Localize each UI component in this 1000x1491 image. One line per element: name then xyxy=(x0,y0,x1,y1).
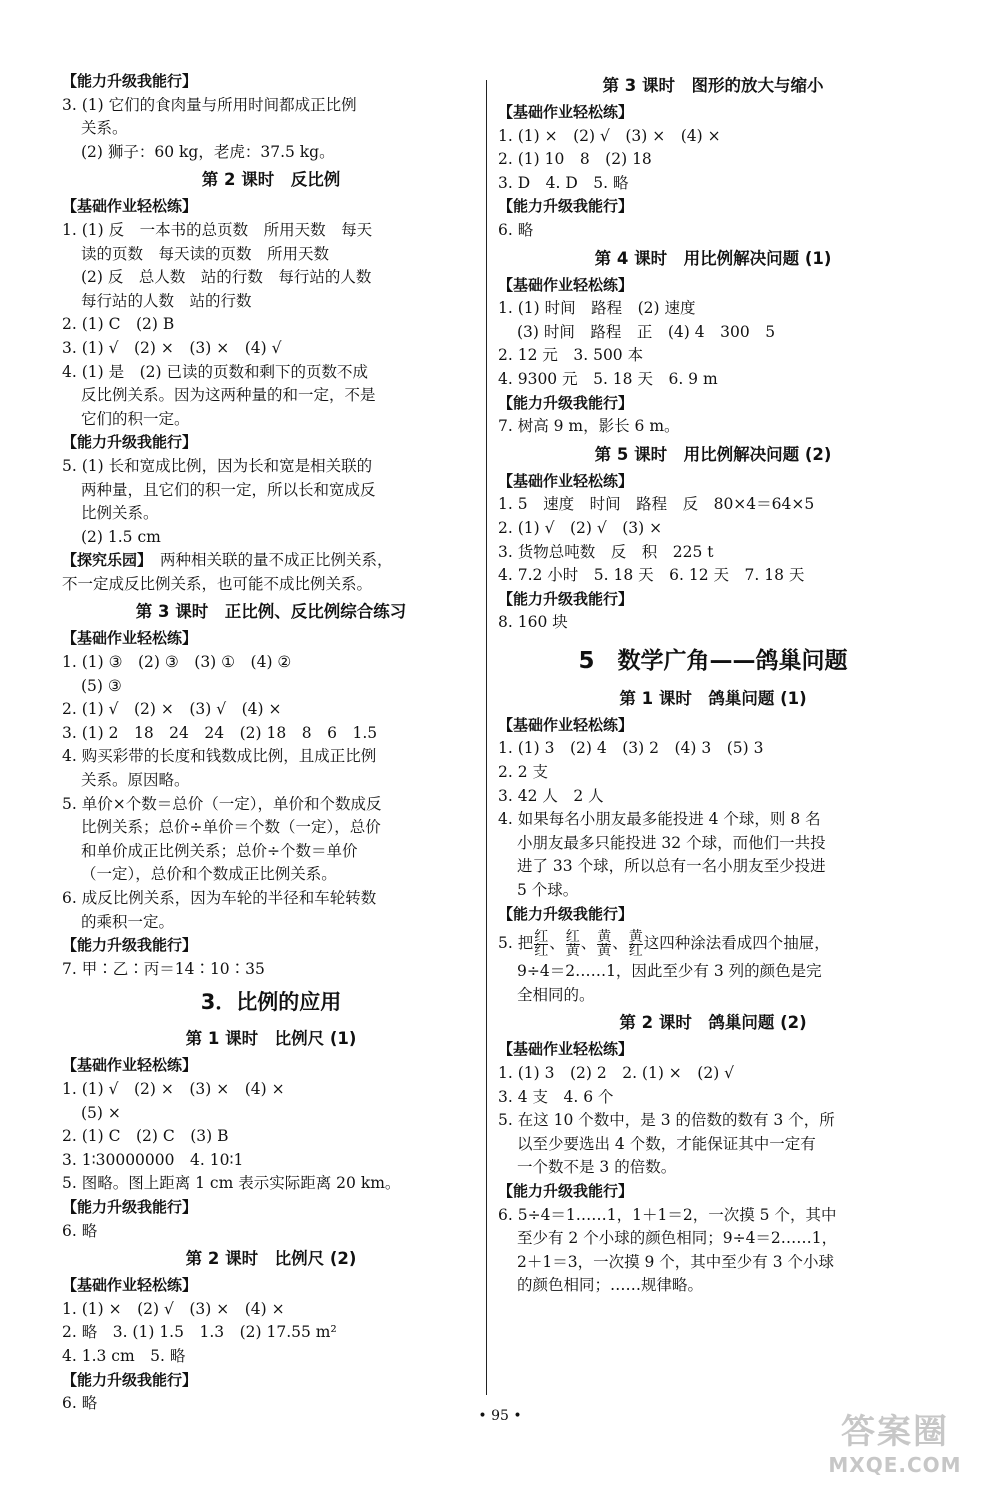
answer-line: 5. 单价×个数＝总价（一定），单价和个数成反 xyxy=(62,794,382,813)
answer-line: (2) 反 总人数 站的行数 每行站的人数 xyxy=(81,268,372,287)
unit-heading: 5 数学广角——鸽巢问题 xyxy=(578,647,848,674)
section-ability: 【能力升级我能行】 xyxy=(62,1370,198,1389)
answer-line: 2＋1＝3，一次摸 9 个，其中至少有 3 个小球 xyxy=(517,1252,835,1271)
fraction xyxy=(534,928,549,959)
section-ability: 【能力升级我能行】 xyxy=(62,433,198,452)
fraction-bottom: 黄 xyxy=(565,942,580,959)
lesson-heading: 第 1 课时 比例尺 (1) xyxy=(185,1029,357,1049)
lesson-heading: 第 5 课时 用比例解决问题 (2) xyxy=(594,444,832,464)
answer-line: 2. 12 元 3. 500 本 xyxy=(498,346,644,365)
answer-line: 6. 略 xyxy=(62,1221,98,1240)
fraction-bottom: 红 xyxy=(534,942,549,959)
answer-line: 9÷4＝2……1，因此至少有 3 列的颜色是完 xyxy=(517,962,822,981)
separator: 、 xyxy=(612,934,628,953)
column-divider xyxy=(486,80,487,1395)
answer-line: 1. (1) 反 一本书的总页数 所用天数 每天 xyxy=(62,220,373,239)
right-column xyxy=(498,70,928,1298)
answer-line: 关系。 xyxy=(81,119,128,138)
answer-line: 3. D 4. D 5. 略 xyxy=(498,173,629,192)
lesson-heading: 第 2 课时 鸽巢问题 (2) xyxy=(619,1013,807,1033)
answer-line: 7. 树高 9 m，影长 6 m。 xyxy=(498,417,680,436)
answer-line: 的颜色相同；……规律略。 xyxy=(517,1276,704,1295)
section-basic: 【基础作业轻松练】 xyxy=(498,275,634,294)
unit-heading: 3．比例的应用 xyxy=(200,990,342,1015)
section-ability: 【能力升级我能行】 xyxy=(498,393,634,412)
answer-line xyxy=(62,549,480,573)
answer-line: 它们的积一定。 xyxy=(81,409,190,428)
answer-line: 1. (1) × (2) √ (3) × (4) × xyxy=(62,1299,285,1318)
answer-line: 7. 甲∶乙∶丙＝14∶10∶35 xyxy=(62,959,265,978)
answer-line: 读的页数 每天读的页数 所用天数 xyxy=(81,244,330,263)
answer-line: 4. 如果每名小朋友最多能投进 4 个球，则 8 名 xyxy=(498,810,821,829)
answer-line: 4. 7.2 小时 5. 18 天 6. 12 天 7. 18 天 xyxy=(498,566,805,585)
answer-line: 1. (1) 3 (2) 2 2. (1) × (2) √ xyxy=(498,1064,735,1082)
answer-line: (3) 时间 路程 正 (4) 4 300 5 xyxy=(517,322,776,341)
answer-line: (5) × xyxy=(81,1103,121,1122)
answer-line: 全相同的。 xyxy=(517,985,595,1004)
answer-line: 6. 略 xyxy=(62,1394,98,1413)
fraction-bottom: 黄 xyxy=(597,942,612,959)
answer-line: 小朋友最多只能投进 32 个球，而他们一共投 xyxy=(517,833,826,852)
answer-line: (5) ③ xyxy=(81,676,122,695)
left-column xyxy=(62,70,480,1416)
section-ability: 【能力升级我能行】 xyxy=(62,1197,198,1216)
answer-line-fractions xyxy=(498,926,928,960)
answer-line: 1. (1) × (2) √ (3) × (4) × xyxy=(498,126,721,145)
answer-line: 一个数不是 3 的倍数。 xyxy=(517,1158,677,1177)
separator: 、 xyxy=(580,934,597,953)
page-number: • 95 • xyxy=(478,1408,522,1424)
watermark-main: 答案圈 xyxy=(841,1412,949,1452)
section-basic: 【基础作业轻松练】 xyxy=(62,1056,198,1075)
answer-line: 2. 略 3. (1) 1.5 1.3 (2) 17.55 m² xyxy=(62,1323,337,1342)
separator: 、 xyxy=(549,934,565,953)
answer-line: 3. 4 支 4. 6 个 xyxy=(498,1087,614,1106)
watermark-logo xyxy=(820,1404,970,1477)
section-basic: 【基础作业轻松练】 xyxy=(498,715,634,734)
answer-line: 2. (1) C (2) B xyxy=(62,315,175,334)
answer-line: 3. (1) 它们的食肉量与所用时间都成正比例 xyxy=(62,95,357,114)
section-explore: 【探究乐园】 xyxy=(62,551,145,570)
answer-line: 2. (1) √ (2) √ (3) × xyxy=(498,518,663,537)
explore-text: 两种相关联的量不成正比例关系， xyxy=(144,551,393,570)
section-ability: 【能力升级我能行】 xyxy=(62,72,198,90)
answer-line: 进了 33 个球，所以总有一名小朋友至少投进 xyxy=(517,857,826,876)
answer-line: 5. 图略。图上距离 1 cm 表示实际距离 20 km。 xyxy=(62,1174,401,1193)
answer-line: 4. 1.3 cm 5. 略 xyxy=(62,1346,186,1365)
lesson-heading: 第 2 课时 比例尺 (2) xyxy=(185,1249,357,1269)
answer-line: 6. 略 xyxy=(498,220,534,239)
answer-line: 不一定成反比例关系，也可能不成比例关系。 xyxy=(62,574,373,593)
answer-line: 比例关系；总价÷单价＝个数（一定），总价 xyxy=(81,818,381,837)
lesson-heading: 第 3 课时 图形的放大与缩小 xyxy=(602,76,824,95)
answer-line: 3. (1) 2 18 24 24 (2) 18 8 6 1.5 xyxy=(62,723,378,742)
fraction xyxy=(597,928,612,959)
answer-line: 4. 9300 元 5. 18 天 6. 9 m xyxy=(498,369,718,388)
answer-line: 1. (1) 时间 路程 (2) 速度 xyxy=(498,299,696,318)
answer-line: 5 个球。 xyxy=(517,881,579,900)
fraction-top: 红 xyxy=(565,928,580,945)
answer-line: 3. 1∶30000000 4. 10∶1 xyxy=(62,1150,244,1169)
answer-line: 每行站的人数 站的行数 xyxy=(81,291,252,310)
answer-line: 和单价成正比例关系；总价÷个数＝单价 xyxy=(81,841,358,860)
lesson-heading: 第 3 课时 正比例、反比例综合练习 xyxy=(135,602,407,622)
answer-line: 比例关系。 xyxy=(81,504,159,523)
fraction-top: 黄 xyxy=(597,928,612,945)
section-ability: 【能力升级我能行】 xyxy=(62,936,198,955)
section-basic: 【基础作业轻松练】 xyxy=(62,1276,198,1295)
answer-line: 8. 160 块 xyxy=(498,613,568,632)
answer-line: 6. 成反比例关系，因为车轮的半径和车轮转数 xyxy=(62,889,377,907)
answer-line: 以至少要选出 4 个数，才能保证其中一定有 xyxy=(517,1134,816,1153)
answer-line: (2) 1.5 cm xyxy=(81,527,161,546)
section-basic: 【基础作业轻松练】 xyxy=(498,471,634,490)
answer-line: 2. (1) C (2) C (3) B xyxy=(62,1127,229,1146)
watermark-url: MXQE.COM xyxy=(828,1453,962,1477)
answer-line: 1. 5 速度 时间 路程 反 80×4＝64×5 xyxy=(498,495,815,514)
answer-line: 4. 购买彩带的长度和钱数成比例，且成正比例 xyxy=(62,747,377,766)
answer-line: 两种量，且它们的积一定，所以长和宽成反 xyxy=(81,480,376,499)
answer-line: 反比例关系。因为这两种量的和一定，不是 xyxy=(81,386,376,405)
answer-prefix: 5. 把 xyxy=(498,934,534,953)
section-ability: 【能力升级我能行】 xyxy=(498,904,634,923)
lesson-heading: 第 1 课时 鸽巢问题 (1) xyxy=(619,688,807,708)
answer-line: 3. 货物总吨数 反 积 225 t xyxy=(498,542,714,561)
section-basic: 【基础作业轻松练】 xyxy=(62,197,198,216)
lesson-heading: 第 2 课时 反比例 xyxy=(201,170,341,190)
answer-line: 的乘积一定。 xyxy=(81,912,175,931)
answer-line: 3. 42 人 2 人 xyxy=(498,786,604,805)
answer-line: 1. (1) ③ (2) ③ (3) ① (4) ② xyxy=(62,653,292,672)
answer-line: 4. (1) 是 (2) 已读的页数和剩下的页数不成 xyxy=(62,362,368,381)
section-ability: 【能力升级我能行】 xyxy=(498,197,634,216)
answer-line: (2) 狮子：60 kg，老虎：37.5 kg。 xyxy=(81,142,335,161)
answer-line: 关系。原因略。 xyxy=(81,771,190,790)
fraction xyxy=(565,928,580,959)
section-basic: 【基础作业轻松练】 xyxy=(62,629,198,648)
answer-line: 5. 在这 10 个数中，是 3 的倍数的数有 3 个，所 xyxy=(498,1111,835,1130)
answer-line: 2. 2 支 xyxy=(498,763,549,782)
section-ability: 【能力升级我能行】 xyxy=(498,589,634,608)
answer-line: 1. (1) √ (2) × (3) × (4) × xyxy=(62,1079,285,1098)
answer-line: 3. (1) √ (2) × (3) × (4) √ xyxy=(62,338,282,357)
answer-line: 1. (1) 3 (2) 4 (3) 2 (4) 3 (5) 3 xyxy=(498,739,764,758)
fraction-top: 黄 xyxy=(628,928,643,945)
answer-line: 至少有 2 个小球的颜色相同；9÷4＝2……1， xyxy=(517,1229,838,1248)
answer-text: 这四种涂法看成四个抽屉， xyxy=(643,934,830,953)
section-ability: 【能力升级我能行】 xyxy=(498,1181,634,1200)
fraction-bottom: 红 xyxy=(628,942,643,959)
fraction-top: 红 xyxy=(534,928,549,945)
answer-line: 5. (1) 长和宽成比例，因为长和宽是相关联的 xyxy=(62,456,373,475)
fraction xyxy=(628,928,643,959)
section-basic: 【基础作业轻松练】 xyxy=(498,103,634,121)
answer-line: （一定），总价和个数成正比例关系。 xyxy=(81,865,337,884)
section-basic: 【基础作业轻松练】 xyxy=(498,1040,634,1059)
answer-line: 6. 5÷4＝1……1，1＋1＝2，一次摸 5 个，其中 xyxy=(498,1205,837,1224)
answer-line: 2. (1) 10 8 (2) 18 xyxy=(498,150,652,169)
lesson-heading: 第 4 课时 用比例解决问题 (1) xyxy=(594,248,832,268)
answer-line: 2. (1) √ (2) × (3) √ (4) × xyxy=(62,700,282,719)
